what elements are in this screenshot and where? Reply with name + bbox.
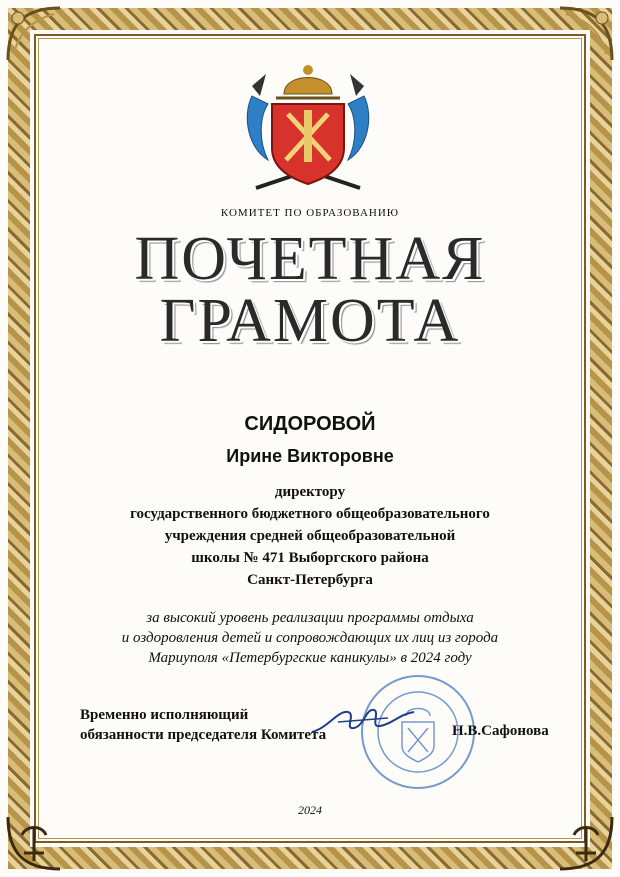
certificate-title-line2: ГРАМОТА: [159, 287, 461, 355]
committee-name: КОМИТЕТ ПО ОБРАЗОВАНИЮ: [220, 207, 400, 219]
ornament-corner-icon: [4, 4, 64, 64]
signatory-title-line1: Временно исполняющий: [80, 707, 249, 723]
certificate-year: 2024: [298, 803, 322, 817]
certificate-title-line1: ПОЧЕТНАЯ: [134, 225, 486, 293]
ornament-corner-icon: [556, 4, 616, 64]
anchor-ornament-icon: [4, 813, 64, 873]
position-line: государственного бюджетного общеобразовательного: [130, 506, 490, 522]
reason-line: за высокий уровень реализации программы отдыха: [146, 610, 474, 626]
reason-line: и оздоровления детей и сопровождающих их лиц из города: [121, 630, 499, 646]
anchor-ornament-icon: [556, 813, 616, 873]
coat-of-arms-icon: [238, 56, 378, 196]
signatory-title-line2: обязанности председателя Комитета: [80, 727, 327, 743]
position-line: Санкт-Петербурга: [247, 572, 373, 588]
recipient-given-names: Ирине Викторовне: [226, 446, 394, 466]
position-line: директору: [274, 484, 346, 500]
position-line: учреждения средней общеобразовательной: [164, 528, 456, 544]
recipient-surname: СИДОРОВОЙ: [244, 413, 376, 435]
signatory-title: [80, 705, 326, 745]
signatory-name: Н.В.Сафонова: [452, 723, 549, 739]
reason-line: Мариуполя «Петербургские каникулы» в 2024 году: [148, 650, 472, 666]
position-line: школы № 471 Выборгского района: [191, 550, 429, 566]
